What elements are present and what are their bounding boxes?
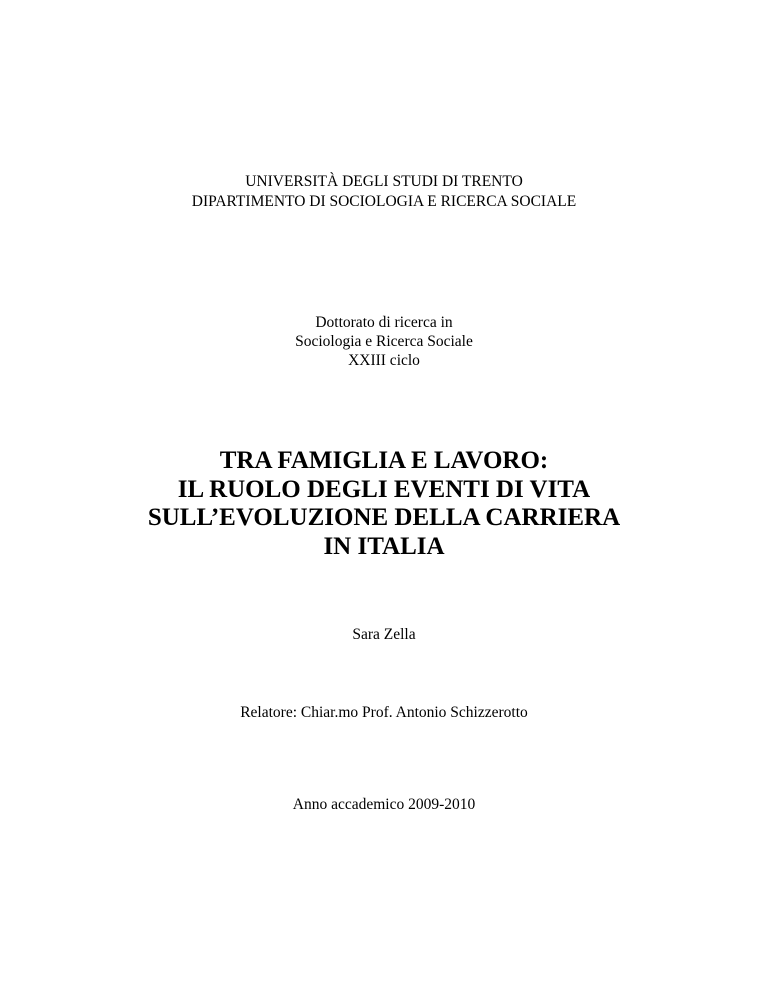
department-name: DIPARTIMENTO DI SOCIOLOGIA E RICERCA SOCIALE: [191, 193, 577, 210]
doctoral-program: [0, 313, 768, 370]
thesis-title: [0, 447, 768, 561]
thesis-title-line-4: IN ITALIA: [323, 532, 445, 560]
institution-header: [0, 172, 768, 212]
thesis-title-line-3: SULL’EVOLUZIONE DELLA CARRIERA: [147, 504, 621, 531]
program-field: Sociologia e Ricerca Sociale: [295, 333, 473, 350]
author: [0, 625, 768, 645]
supervisor: [0, 703, 768, 723]
university-name: UNIVERSITÀ DEGLI STUDI DI TRENTO: [245, 173, 523, 190]
thesis-title-line-2: IL RUOLO DEGLI EVENTI DI VITA: [177, 475, 591, 503]
supervisor-text: Relatore: Chiar.mo Prof. Antonio Schizzerotto: [240, 704, 528, 721]
program-cycle: XXIII ciclo: [348, 352, 420, 369]
program-label: Dottorato di ricerca in: [315, 314, 453, 331]
author-name: Sara Zella: [352, 626, 416, 643]
academic-year-text: Anno accademico 2009-2010: [292, 796, 476, 813]
academic-year: [0, 795, 768, 815]
thesis-title-line-1: TRA FAMIGLIA E LAVORO:: [219, 447, 549, 474]
